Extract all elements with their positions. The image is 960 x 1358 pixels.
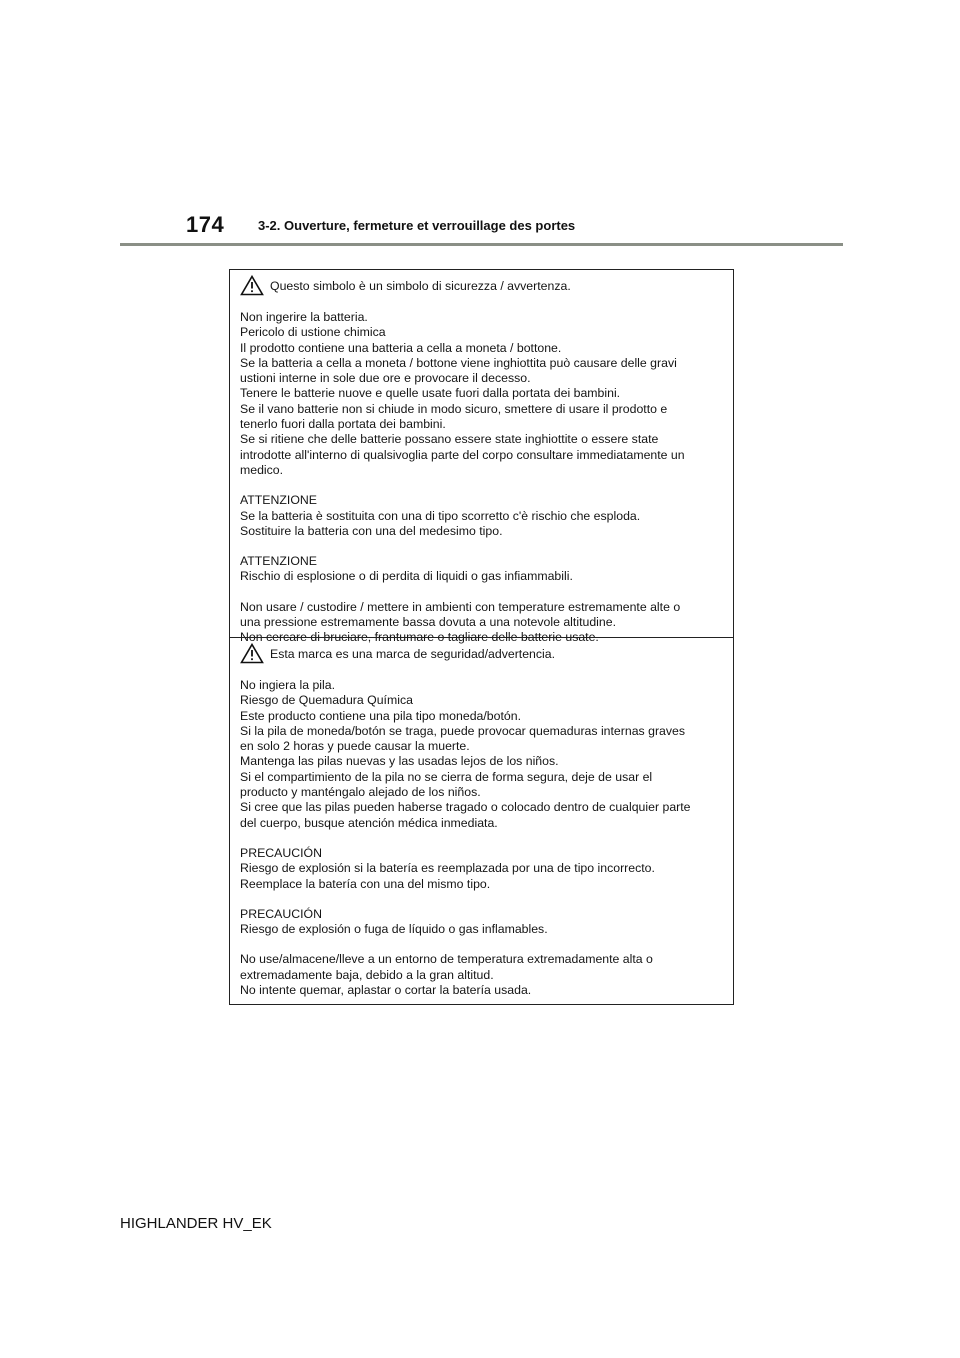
text-line: en solo 2 horas y puede causar la muerte. [240, 739, 470, 754]
text-line: Pericolo di ustione chimica [240, 325, 386, 340]
caution-paragraph [240, 907, 723, 938]
warning-panel-italian [230, 270, 733, 645]
footer-model-label: HIGHLANDER HV_EK [120, 1215, 272, 1232]
text-line: Si cree que las pilas pueden haberse tragado o colocado dentro de cualquier parte [240, 800, 691, 815]
text-line: Non cercare di bruciare, frantumare o tagliare delle batterie usate. [240, 630, 599, 645]
caution-heading: ATTENZIONE [240, 554, 317, 569]
safety-symbol-line [240, 275, 723, 296]
text-line: Este producto contiene una pila tipo moneda/botón. [240, 708, 521, 723]
caution-heading: PRECAUCIÓN [240, 845, 322, 860]
text-line: Il prodotto contiene una batteria a cella a moneta / bottone. [240, 340, 562, 355]
battery-warning-box [229, 269, 734, 1005]
caution-paragraph [240, 493, 723, 539]
text-line: producto y manténgalo alejado de los niños. [240, 785, 481, 800]
text-line: No use/almacene/lleve a un entorno de temperatura extremadamente alta o [240, 952, 653, 967]
warning-panel-spanish [230, 637, 733, 1004]
text-line: Riesgo de explosión o fuga de líquido o gas inflamables. [240, 922, 548, 937]
text-line: Sostituire la batteria con una del medesimo tipo. [240, 523, 503, 538]
caution-paragraph [240, 554, 723, 585]
warning-triangle-icon [240, 275, 264, 296]
section-title: 3-2. Ouverture, fermeture et verrouillage des portes [258, 218, 576, 233]
text-line: No intente quemar, aplastar o cortar la batería usada. [240, 983, 532, 998]
text-line: extremadamente baja, debido a la gran altitud. [240, 967, 494, 982]
text-line: Se la batteria è sostituita con una di tipo scorretto c'è rischio che esploda. [240, 508, 641, 523]
text-line: Riesgo de explosión si la batería es reemplazada por una de tipo incorrecto. [240, 861, 655, 876]
caution-heading: PRECAUCIÓN [240, 906, 322, 921]
warning-paragraph [240, 310, 723, 478]
caution-heading: ATTENZIONE [240, 493, 317, 508]
text-line: ustioni interne in sole due ore e provocare il decesso. [240, 371, 531, 386]
text-line: Si la pila de moneda/botón se traga, puede provocar quemaduras internas graves [240, 723, 686, 738]
page-number: 174 [186, 212, 225, 237]
text-line: una pressione estremamente bassa dovuta a una notevole altitudine. [240, 615, 616, 630]
text-line: medico. [240, 462, 284, 477]
warning-triangle-icon [240, 643, 264, 664]
header-rule [120, 243, 843, 246]
text-line: Se il vano batterie non si chiude in modo sicuro, smettere di usare il prodotto e [240, 401, 668, 416]
text-line: del cuerpo, busque atención médica inmediata. [240, 815, 498, 830]
text-line: Reemplace la batería con una del mismo tipo. [240, 876, 491, 891]
storage-paragraph [240, 952, 723, 998]
text-line: Mantenga las pilas nuevas y las usadas lejos de los niños. [240, 754, 559, 769]
safety-symbol-line [240, 643, 723, 664]
text-line: Rischio di esplosione o di perdita di liquidi o gas infiammabili. [240, 569, 573, 584]
text-line: Non usare / custodire / mettere in ambienti con temperature estremamente alte o [240, 599, 681, 614]
text-line: Tenere le batterie nuove e quelle usate fuori dalla portata dei bambini. [240, 386, 621, 401]
safety-symbol-text: Questo simbolo è un simbolo di sicurezza / avvertenza. [270, 278, 571, 293]
safety-symbol-text: Esta marca es una marca de seguridad/advertencia. [270, 646, 556, 661]
text-line: Se la batteria a cella a moneta / bottone viene inghiottita può causare delle gravi [240, 355, 677, 370]
text-line: No ingiera la pila. [240, 678, 336, 692]
text-line: Se si ritiene che delle batterie possano essere state inghiottite o essere state [240, 432, 659, 447]
warning-paragraph [240, 678, 723, 831]
text-line: Riesgo de Quemadura Química [240, 693, 413, 708]
text-line: introdotte all'interno di qualsivoglia parte del corpo consultare immediatamente un [240, 447, 685, 462]
caution-paragraph [240, 846, 723, 892]
text-line: tenerlo fuori dalla portata dei bambini. [240, 417, 446, 432]
text-line: Si el compartimiento de la pila no se cierra de forma segura, deje de usar el [240, 769, 653, 784]
text-line: Non ingerire la batteria. [240, 310, 368, 324]
